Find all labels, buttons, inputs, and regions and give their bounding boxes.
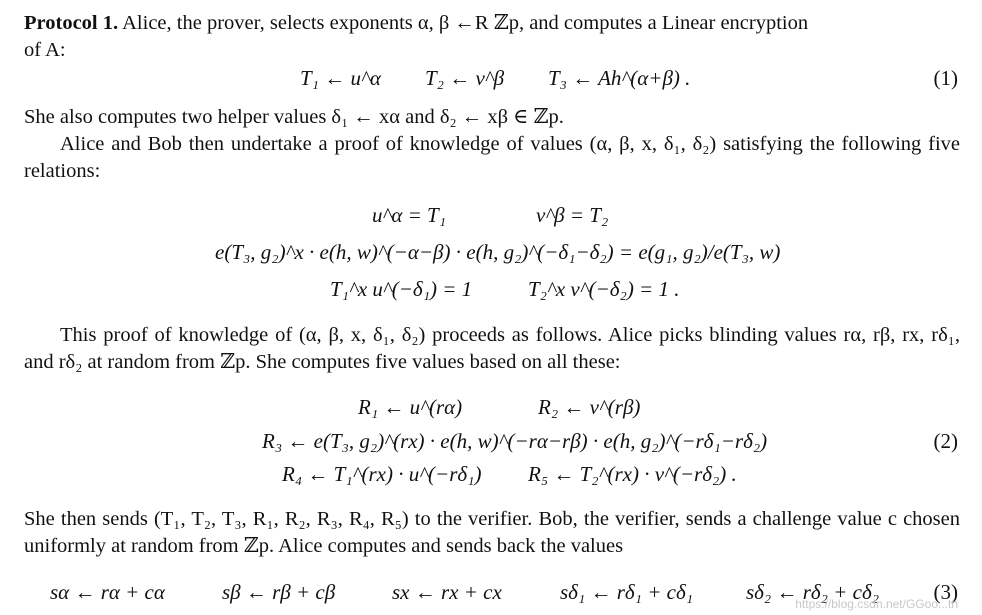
eq3-number: (3) xyxy=(933,580,958,604)
eq2-number: (2) xyxy=(933,429,958,453)
eq1-number: (1) xyxy=(933,66,958,90)
helpers-paragraph: She also computes two helper values δ₁ ← xα and δ₂ ← xβ ∈ ℤp. xyxy=(24,106,564,128)
eq2-r4: R₄ ← T₁^(rx) · u^(−rδ₁) xyxy=(282,462,482,486)
eq1-t2: T₂ ← v^β xyxy=(425,66,505,90)
relation-2: e(T₃, g₂)^x · e(h, w)^(−α−β) · e(h, g₂)^(−δ₁−δ₂) = e(g₁, g₂)/e(T₃, w) xyxy=(215,240,781,264)
relation-3b: T₂^x v^(−δ₂) = 1 . xyxy=(528,277,680,301)
pok-procedure-paragraph: This proof of knowledge of (α, β, x, δ₁, δ₂) proceeds as follows. Alice picks blinding values rα, rβ, rx, rδ₁, and rδ₂ at random from ℤp. She computes five values based on all these: xyxy=(24,324,960,373)
protocol-intro-line1: Alice, the prover, selects exponents α, β ←R ℤp, and computes a Linear encryption xyxy=(122,12,809,34)
eq3-s-delta2: sδ₂ ← rδ₂ + cδ₂ xyxy=(746,580,880,604)
eq2-r1: R₁ ← u^(rα) xyxy=(358,395,463,419)
eq2-r3: R₃ ← e(T₃, g₂)^(rx) · e(h, w)^(−rα−rβ) · e(h, g₂)^(−rδ₁−rδ₂) xyxy=(262,429,768,453)
eq3-s-x: sx ← rx + cx xyxy=(392,580,502,604)
protocol-heading: Protocol 1. xyxy=(24,12,119,34)
eq3-s-beta: sβ ← rβ + cβ xyxy=(222,580,336,604)
eq2-r5: R₅ ← T₂^(rx) · v^(−rδ₂) . xyxy=(528,462,737,486)
pok-intro-paragraph: Alice and Bob then undertake a proof of knowledge of values (α, β, x, δ₁, δ₂) satisfying the following five relations: xyxy=(24,133,960,182)
challenge-paragraph: She then sends (T₁, T₂, T₃, R₁, R₂, R₃, R₄, R₅) to the verifier. Bob, the verifier, sends a challenge value c chosen uniformly at random from ℤp. Alice computes and sends back the values xyxy=(24,508,960,557)
eq2-r2: R₂ ← v^(rβ) xyxy=(538,395,641,419)
eq3-s-delta1: sδ₁ ← rδ₁ + cδ₁ xyxy=(560,580,694,604)
protocol-paragraph xyxy=(24,10,960,64)
watermark: https://blog.csdn.net/GGoo...th xyxy=(795,597,958,611)
eq3-s-alpha: sα ← rα + cα xyxy=(50,580,165,604)
relation-1b: v^β = T₂ xyxy=(536,203,609,227)
eq1-t1: T₁ ← u^α xyxy=(300,66,381,90)
protocol-intro-line2: of A: xyxy=(24,39,66,61)
relation-1a: u^α = T₁ xyxy=(372,203,447,227)
relation-3a: T₁^x u^(−δ₁) = 1 xyxy=(330,277,473,301)
eq1-t3: T₃ ← Ah^(α+β) . xyxy=(548,66,691,90)
